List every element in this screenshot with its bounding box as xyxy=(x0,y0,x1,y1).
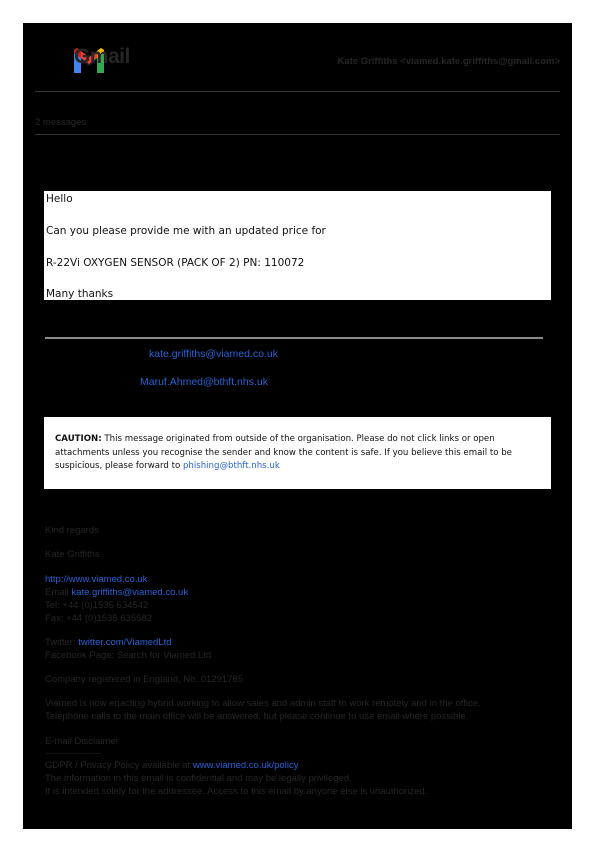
sig-email-link[interactable]: kate.griffiths@viamed.co.uk xyxy=(71,587,189,598)
body-greeting: Hello xyxy=(46,193,73,205)
caution-banner xyxy=(44,417,551,489)
policy-link[interactable]: www.viamed.co.uk/policy xyxy=(192,760,299,771)
header-divider xyxy=(35,91,560,92)
disclaimer-rule: ------------------ xyxy=(45,748,102,759)
message-count: 2 messages xyxy=(35,117,87,128)
sig-intended: It is intended solely for the addressee. Access to this email by anyone else is unauthorized. xyxy=(45,786,428,797)
caution-label: CAUTION: xyxy=(55,434,102,444)
sig-tel: Tel: +44 (0)1535 634542 xyxy=(45,600,149,611)
sig-regards: Kind regards xyxy=(45,525,99,536)
quoted-divider xyxy=(45,337,543,339)
thread-divider xyxy=(35,134,560,135)
twitter-label: Twitter: xyxy=(45,637,79,648)
sig-gdpr-line xyxy=(45,760,298,771)
email-body-panel xyxy=(44,191,551,300)
sig-fax: Fax: +44 (0)1535 635582 xyxy=(45,613,152,624)
to-email-link[interactable]: Maruf.Ahmed@bthft.nhs.uk xyxy=(140,376,268,388)
twitter-link[interactable]: twitter.com/ViamedLtd xyxy=(78,637,172,648)
sig-hybrid-2: Telephone calls to the main office will be answered, but please continue to use email where possible. xyxy=(45,711,469,722)
sig-email-line xyxy=(45,587,188,598)
sig-email-label: Email xyxy=(45,587,72,598)
sig-facebook: Facebook Page: Search for Viamed Ltd xyxy=(45,650,212,661)
sig-name: Kate Griffiths xyxy=(45,549,100,560)
gmail-wordmark: Gmail xyxy=(74,45,130,68)
caution-text: This message originated from outside of the organisation. Please do not click links or open attachments unless you recognise the sender and know the content is safe. If you believe this email to be suspicious, please forward to xyxy=(55,434,512,472)
body-line-2: R-22Vi OXYGEN SENSOR (PACK OF 2) PN: 110072 xyxy=(46,257,305,269)
phishing-email-link[interactable]: phishing@bthft.nhs.uk xyxy=(182,461,280,472)
body-closing: Many thanks xyxy=(46,288,114,300)
sig-company: Company registered in England, No. 01291785 xyxy=(45,674,244,685)
from-email-link[interactable]: kate.griffiths@viamed.co.uk xyxy=(149,348,278,360)
disclaimer-title: E-mail Disclaimer xyxy=(45,736,119,747)
sig-twitter-line xyxy=(45,637,172,648)
sig-confidential: The information in this email is confidential and may be legally privileged. xyxy=(45,773,352,784)
sender-line: Kate Griffiths <viamed.kate.griffiths@gmail.com> xyxy=(337,56,560,67)
body-line-1: Can you please provide me with an updated price for xyxy=(46,225,326,237)
gdpr-label: GDPR / Privacy Policy available at xyxy=(45,760,193,771)
website-link[interactable]: http://www.viamed.co.uk xyxy=(45,574,148,585)
sig-hybrid-1: Viamed is now enacting hybrid working to allow sales and admin staff to work remotely and in the office. xyxy=(45,698,481,709)
